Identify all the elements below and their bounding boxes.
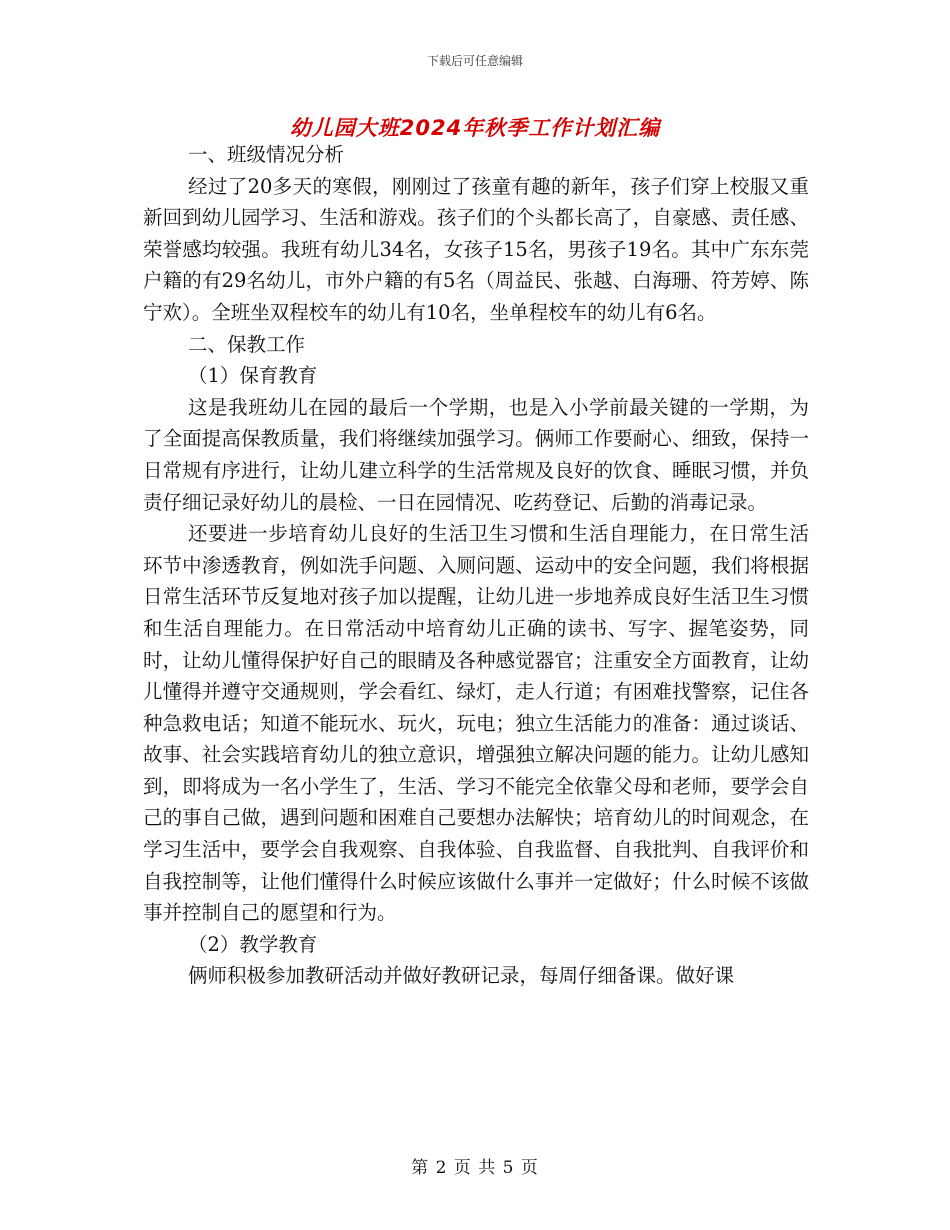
section-heading-care-education: 二、保教工作 bbox=[188, 332, 306, 356]
document-body bbox=[143, 139, 809, 992]
paragraph-habits-training: 还要进一步培育幼儿良好的生活卫生习惯和生活自理能力，在日常生活环节中渗透教育，例如洗手问题、入厕问题、运动中的安全问题，我们将根据日常生活环节反复地对孩子加以提醒，让幼儿进一步地养成良好生活卫生习惯和生活自理能力。在日常活动中培育幼儿正确的读书、写字、握笔姿势，同时，让幼儿懂得保护好自己的眼睛及各种感觉器官；注重安全方面教育，让幼儿懂得并遵守交通规则，学会看红、绿灯，走人行道；有困难找警察，记住各种急救电话；知道不能玩水、玩火，玩电；独立生活能力的准备：通过谈话、故事、社会实践培育幼儿的独立意识，增强独立解决问题的能力。让幼儿感知到，即将成为一名小学生了，生活、学习不能完全依靠父母和老师，要学会自己的事自己做，遇到问题和困难自己要想办法解快；培育幼儿的时间观念，在学习生活中，要学会自我观察、自我体验、自我监督、自我批判、自我评价和自我控制等，让他们懂得什么时候应该做什么事并一定做好；什么时候不该做事并控制自己的愿望和行为。 bbox=[143, 522, 809, 925]
subsection-heading-teaching: （2）教学教育 bbox=[188, 932, 318, 956]
subsection-heading-nursing: （1）保育教育 bbox=[188, 364, 318, 388]
paragraph-teaching-research: 俩师积极参加教研活动并做好教研记录，每周仔细备课。做好课 bbox=[188, 964, 735, 988]
section-heading-class-analysis: 一、班级情况分析 bbox=[188, 143, 345, 166]
download-editable-note: 下载后可任意编辑 bbox=[426, 54, 523, 68]
paragraph-last-semester: 这是我班幼儿在园的最后一个学期，也是入小学前最关键的一学期，为了全面提高保教质量，我们将继续加强学习。俩师工作要耐心、细致，保持一日常规有序进行，让幼儿建立科学的生活常规及良好的饮食、睡眠习惯，并负责仔细记录好幼儿的晨检、一日在园情况、吃药登记、后勤的消毒记录。 bbox=[143, 395, 809, 514]
paragraph-class-overview: 经过了20多天的寒假，刚刚过了孩童有趣的新年，孩子们穿上校服又重新回到幼儿园学习、生活和游戏。孩子们的个头都长高了，自豪感、责任感、荣誉感均较强。我班有幼儿34名，女孩子15名，男孩子19名。其中广东东莞户籍的有29名幼儿，市外户籍的有5名（周益民、张越、白海珊、符芳婷、陈宁欢）。全班坐双程校车的幼儿有10名，坐单程校车的幼儿有6名。 bbox=[143, 174, 809, 324]
document-title: 幼儿园大班2024年秋季工作计划汇编 bbox=[289, 116, 661, 140]
page-number-footer: 第 2 页 共 5 页 bbox=[411, 1158, 539, 1178]
